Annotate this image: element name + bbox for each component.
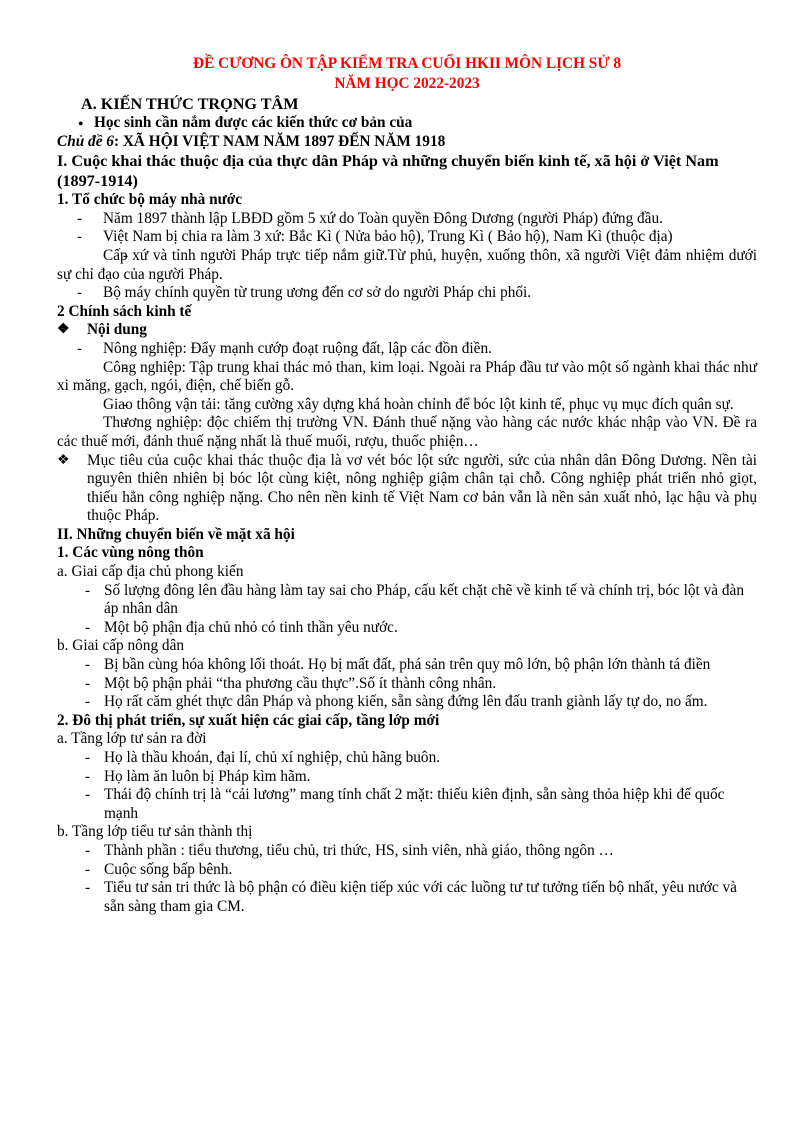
s2-item-2: - Công nghiệp: Tập trung khai thác mỏ than, kim loại. Ngoài ra Pháp đầu tư vào một số ngành khai thác như xi măng, gạch, ngói, điện, chế biến gỗ. xyxy=(57,359,757,396)
document-page xyxy=(57,54,757,916)
p2-s2b-item-3: - Tiểu tư sản tri thức là bộ phận có điều kiện tiếp xúc với các luồng tư tư tưởng tiến bộ nhất, yêu nước và sẵn sàng tham gia CM. xyxy=(57,879,757,916)
p2-s1-heading: 1. Các vùng nông thôn xyxy=(57,544,204,562)
p2-s2a-item-3: - Thái độ chính trị là “cải lương” mang tính chất 2 mặt: thiếu kiên định, sẵn sàng thỏa hiệp khi đế quốc mạnh xyxy=(57,786,757,823)
p2-a-heading: a. Giai cấp địa chủ phong kiến xyxy=(57,563,244,581)
topic-label: Chủ đề 6 xyxy=(57,132,114,150)
topic-text: : XÃ HỘI VIỆT NAM NĂM 1897 ĐẾN NĂM 1918 xyxy=(113,132,446,150)
s1-heading: 1. Tổ chức bộ máy nhà nước xyxy=(57,191,243,209)
p2-s2a-item-1: - Họ là thầu khoán, đại lí, chủ xí nghiệp, chủ hãng buôn. xyxy=(57,749,757,768)
p2-s2a-item-2: - Họ làm ăn luôn bị Pháp kìm hãm. xyxy=(57,768,757,787)
s1-item-1: - Năm 1897 thành lập LBĐD gồm 5 xứ do Toàn quyền Đông Dương (người Pháp) đứng đầu. xyxy=(57,210,757,229)
doc-title-line2: NĂM HỌC 2022-2023 xyxy=(334,75,480,92)
s2-item-3: - Giao thông vận tải: tăng cường xây dựng khá hoàn chỉnh để bóc lột kinh tế, phục vụ mục đích quân sự. xyxy=(57,396,757,415)
p2-s2-heading: 2. Đô thị phát triển, sự xuất hiện các giai cấp, tầng lớp mới xyxy=(57,711,440,729)
part1-heading: I. Cuộc khai thác thuộc địa của thực dân Pháp và những chuyển biến kinh tế, xã hội ở Việt Nam (1897-1914) xyxy=(57,152,719,191)
section-a-heading: A. KIẾN THỨC TRỌNG TÂM xyxy=(81,95,299,113)
p2-b-item-3: - Họ rất căm ghét thực dân Pháp và phong kiến, sẵn sàng đứng lên đấu tranh giành lấy tự do, no ấm. xyxy=(57,693,757,712)
p2-s2b-heading: b. Tầng lớp tiểu tư sản thành thị xyxy=(57,823,253,841)
s2-item-4: - Thương nghiệp: độc chiếm thị trường VN. Đánh thuế nặng vào hàng các nước khác nhập vào VN. Đề ra các thuế mới, đánh thuế nặng nhất là thuế muối, rượu, thuốc phiện… xyxy=(57,414,757,451)
s2-item-1: - Nông nghiệp: Đẩy mạnh cướp đoạt ruộng đất, lập các đồn điền. xyxy=(57,340,757,359)
s2-goal: ❖ Mục tiêu của cuộc khai thác thuộc địa là vơ vét bóc lột sức người, sức của nhân dân Đông Dương. Nền tài nguyên thiên nhiên bị bóc lột cùng kiệt, nông nghiệp giậm chân tại chỗ. Công nghiệp phát triển nhỏ giọt, thiếu hẳn công nghiệp nặng. Cho nên nền kinh tế Việt Nam cơ bản vẫn là nền sản xuất nhỏ, lạc hậu và phụ thuộc Pháp. xyxy=(57,452,757,526)
s1-item-2: - Việt Nam bị chia ra làm 3 xứ: Bắc Kì ( Nửa bảo hộ), Trung Kì ( Bảo hộ), Nam Kì (thuộc địa) xyxy=(57,228,757,247)
p2-a-item-1: - Số lượng đông lên đầu hàng làm tay sai cho Pháp, cấu kết chặt chẽ về kinh tế và chính trị, bóc lột và đàn áp nhân dân xyxy=(57,582,757,619)
s2-subheading: ❖ Nội dung xyxy=(57,321,757,340)
p2-s2b-item-2: - Cuộc sống bấp bênh. xyxy=(57,861,757,880)
p2-b-item-2: - Một bộ phận phải “tha phương cầu thực”.Số ít thành công nhân. xyxy=(57,675,757,694)
p2-b-heading: b. Giai cấp nông dân xyxy=(57,637,185,655)
topic-heading xyxy=(57,133,757,152)
p2-s2a-heading: a. Tầng lớp tư sản ra đời xyxy=(57,730,207,748)
s1-item-4: - Bộ máy chính quyền từ trung ương đến cơ sở do người Pháp chi phối. xyxy=(57,284,757,303)
p2-a-item-2: - Một bộ phận địa chủ nhỏ có tinh thần yêu nước. xyxy=(57,619,757,638)
part2-heading: II. Những chuyển biến về mặt xã hội xyxy=(57,525,295,543)
intro-bullet: ● Học sinh cần nắm được các kiến thức cơ bản của xyxy=(57,114,757,133)
s1-item-3: - Cấp xứ và tỉnh người Pháp trực tiếp nắm giữ.Từ phủ, huyện, xuống thôn, xã người Việt đảm nhiệm dưới sự chỉ đạo của người Pháp. xyxy=(57,247,757,284)
doc-title-line1: ĐỀ CƯƠNG ÔN TẬP KIỂM TRA CUỐI HKII MÔN LỊCH SỬ 8 xyxy=(193,55,621,72)
p2-b-item-1: - Bị bần cùng hóa không lối thoát. Họ bị mất đất, phá sản trên quy mô lớn, bộ phận lớn thành tá điền xyxy=(57,656,757,675)
p2-s2b-item-1: - Thành phần : tiểu thương, tiểu chủ, tri thức, HS, sinh viên, nhà giáo, thông ngôn … xyxy=(57,842,757,861)
s2-heading: 2 Chính sách kinh tế xyxy=(57,302,192,320)
